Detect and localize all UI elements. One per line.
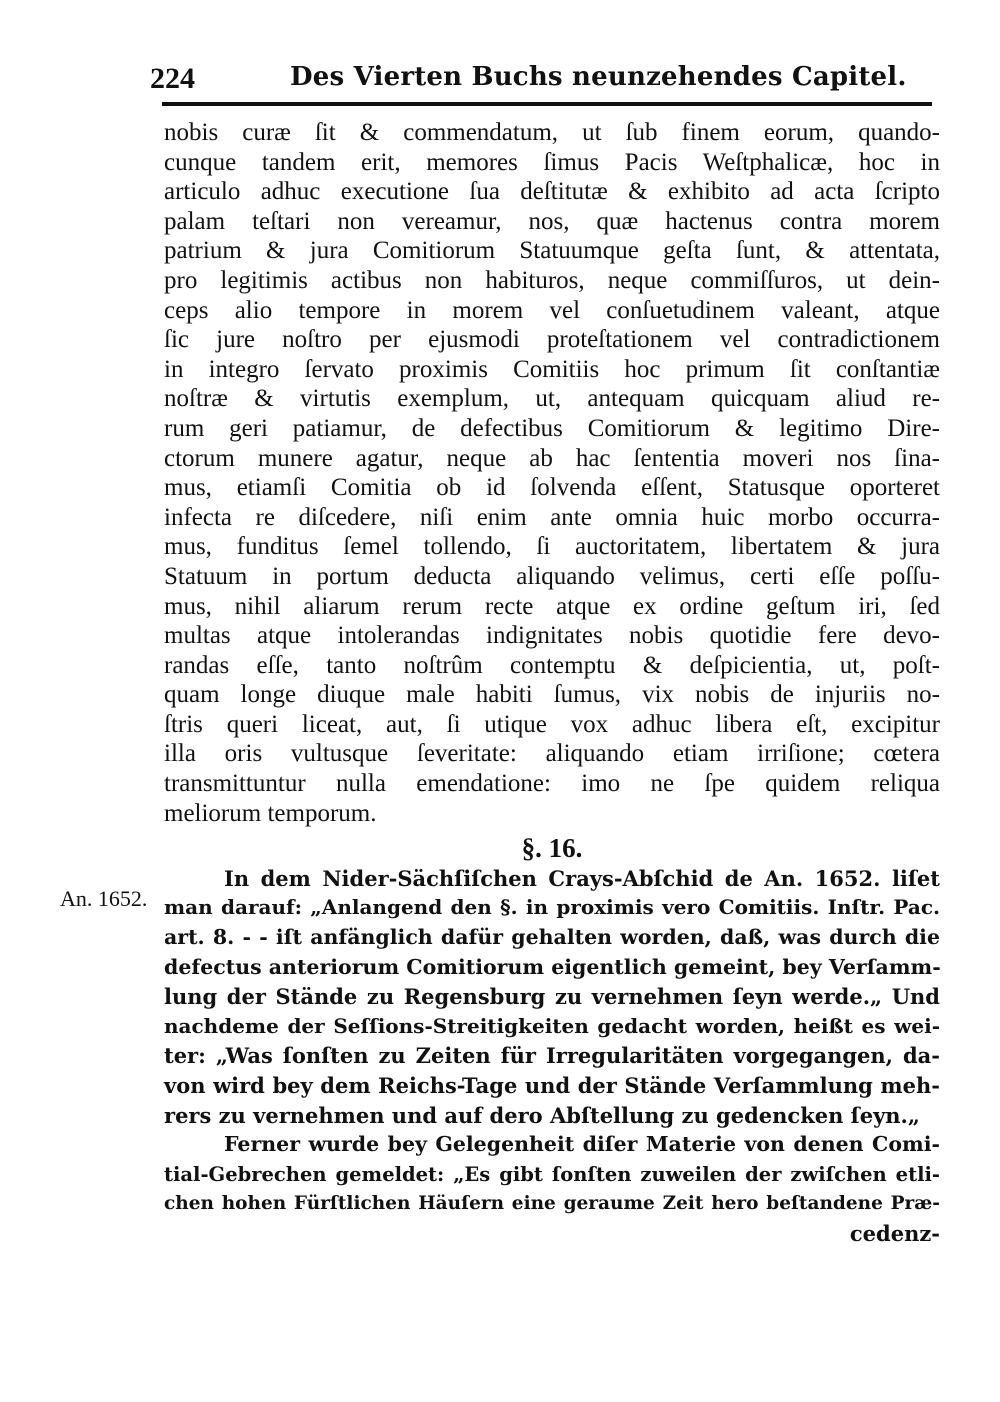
latin-line: quam longe diuque male habiti ſumus, vix nobis de injuriis no- [164,681,940,709]
latin-line: randas eſſe, tanto noſtrûm contemptu & deſpicientia, ut, poſt- [164,651,940,679]
german-line: rers zu vernehmen und auf dero Abſtellung zu gedencken ſeyn.„ [164,1102,920,1128]
latin-line: meliorum temporum. [164,799,377,827]
latin-line: mus, etiamſi Comitia ob id ſolvenda eſſent, Statusque oporteret [164,474,940,502]
german-line: tial-Gebrechen gemeldet: „Es gibt ſonſten zuweilen der zwiſchen etli- [164,1162,940,1186]
latin-line: in integro ſervato proximis Comitiis hoc primum ſit conſtantiæ [164,355,940,383]
running-head: Des Vierten Buchs neunzehendes Capitel. [290,62,907,92]
latin-line: multas atque intolerandas indignitates nobis quotidie fere devo- [164,622,940,650]
latin-line: transmittuntur nulla emendatione: imo ne ſpe quidem reliqua [164,770,940,798]
latin-line: ſtris queri liceat, aut, ſi utique vox adhuc libera eſt, excipitur [164,710,940,738]
latin-line: rum geri patiamur, de defectibus Comitiorum & legitimo Dire- [164,414,940,442]
german-line: nachdeme der Seſſions-Streitigkeiten gedacht worden, heißt es wei- [164,1013,940,1038]
latin-line: ſic jure noſtro per ejusmodi proteſtationem vel contradictionem [164,326,940,354]
latin-line: infecta re diſcedere, niſi enim ante omnia huic morbo occurra- [164,503,940,531]
latin-line: nobis curæ ſit & commendatum, ut ſub finem eorum, quando- [164,119,940,146]
latin-line: noſtræ & virtutis exemplum, ut, antequam quicquam aliud re- [164,385,940,413]
page-number: 224 [150,62,195,95]
margin-note-year: An. 1652. [60,886,148,911]
german-line: man darauf: „Anlangend den §. in proximis vero Comitiis. Inſtr. Pac. [164,895,940,920]
german-line: In dem Nider-Sächſiſchen Crays-Abſchid de An. 1652. liſet [224,865,940,891]
page-header [150,62,940,102]
german-line: lung der Stände zu Regensburg zu vernehmen ſeyn werde.„ Und [164,984,940,1010]
header-rule [162,102,932,106]
latin-line: ctorum munere agatur, neque ab hac ſententia moveri nos ſina- [164,444,940,472]
latin-line: illa oris vultusque ſeveritate: aliquando etiam irriſione; cœtera [164,740,940,768]
catchword: cedenz- [849,1220,940,1246]
section-heading: §. 16. [521,833,583,864]
german-line: ter: „Was ſonſten zu Zeiten für Irregularitäten vorgegangen, da- [164,1043,940,1069]
german-line: Ferner wurde bey Gelegenheit diſer Materie von denen Comi- [224,1132,940,1157]
latin-line: palam teſtari non vereamur, nos, quæ hactenus contra morem [164,207,940,235]
latin-line: pro legitimis actibus non habituros, neque commiſſuros, ut dein- [164,266,940,294]
latin-line: cunque tandem erit, memores ſimus Pacis Weſtphalicæ, hoc in [164,148,940,176]
german-line: art. 8. - - iſt anfänglich dafür gehalten worden, daß, was durch die [164,925,940,950]
german-line: chen hohen Fürſtlichen Häuſern eine geraume Zeit hero beſtandene Præ- [164,1193,940,1215]
latin-line: mus, nihil aliarum rerum recte atque ex ordine geſtum iri, ſed [164,592,940,620]
latin-line: Statuum in portum deducta aliquando velimus, certi eſſe poſſu- [164,562,940,590]
latin-line: articulo adhuc executione ſua deſtitutæ & exhibito ad acta ſcripto [164,178,940,206]
body-text [164,118,940,1249]
latin-line: patrium & jura Comitiorum Statuumque geſta ſunt, & attentata, [164,237,940,265]
german-line: von wird bey dem Reichs-Tage und der Stände Verſammlung meh- [164,1073,940,1098]
latin-line: mus, funditus ſemel tollendo, ſi auctoritatem, libertatem & jura [164,533,940,561]
latin-line: ceps alio tempore in morem vel conſuetudinem valeant, atque [164,296,940,324]
german-line: defectus anteriorum Comitiorum eigentlich gemeint, bey Verſamm- [164,954,941,979]
